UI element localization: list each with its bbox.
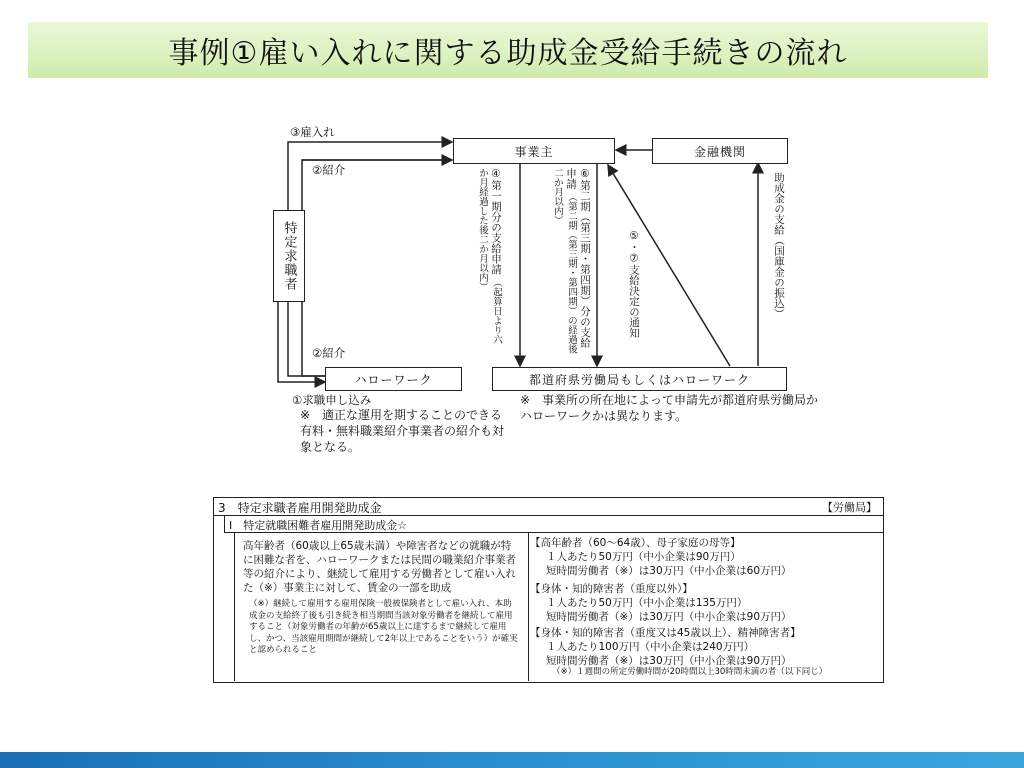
- hello-work-box: [325, 367, 462, 391]
- table-heading: 3 特定求職者雇用開発助成金: [218, 501, 382, 515]
- right-line-4: １人あたり50万円（中小企業は135万円）: [546, 597, 748, 609]
- step6-label: ⑥第二期（第三期・第四期）分の支給申請: [565, 168, 591, 348]
- right-line-9: （※）１週間の所定労働時間が20時間以上30時間未満の者（以下同じ）: [552, 667, 828, 677]
- payment-label: 助成金の支給（国庫金の振込）: [773, 172, 785, 319]
- bank-label: 金融機関: [693, 144, 746, 159]
- job-seeker-box: [273, 210, 305, 302]
- table-right-cell: [528, 533, 882, 681]
- prefecture-box: [492, 367, 787, 391]
- right-line-3: 【身体・知的障害者（重度以外）】: [530, 583, 693, 595]
- prefecture-label: 都道府県労働局もしくはハローワーク: [528, 372, 750, 387]
- table-subheading-row: [224, 516, 884, 533]
- table-left-cell: [234, 533, 529, 681]
- employer-label: 事業主: [514, 144, 554, 159]
- employer-box: [453, 138, 615, 164]
- step4-label: ④第一期分の支給申請: [490, 168, 502, 275]
- table-heading-row: [214, 498, 883, 516]
- step57-text: [627, 230, 640, 350]
- slide-title: 事例①雇い入れに関する助成金受給手続きの流れ: [168, 36, 848, 71]
- right-line-0: 【高年齢者（60～64歳）、母子家庭の母等】: [530, 537, 741, 549]
- right-line-7: １人あたり100万円（中小企業は240万円）: [546, 641, 755, 653]
- right-line-5: 短時間労働者（※）は30万円（中小企業は90万円）: [546, 611, 792, 623]
- step4-note: （起算日より六か月経過した後二か月以内）: [477, 168, 502, 345]
- hello-work-label: ハローワーク: [354, 372, 433, 387]
- step4-text: [475, 168, 503, 348]
- right-line-6: 【身体・知的障害者（重度又は45歳以上）、精神障害者】: [530, 627, 801, 639]
- note-left: ※ 適正な運用を期することのできる有料・無料職業紹介事業者の紹介も対象となる。: [300, 408, 505, 454]
- right-line-1: １人あたり50万円（中小企業は90万円）: [546, 551, 741, 563]
- subsidy-table: [213, 497, 884, 683]
- table-tag: 【労働局】: [822, 501, 877, 514]
- left-main-text: 高年齢者（60歳以上65歳未満）や障害者などの就職が特に困難な者を、ハローワークまたは民間の職業紹介事業者等の紹介により、継続して雇用する労働者として雇い入れた（※）事業主に対して、賃金の一部を助成: [243, 540, 516, 594]
- intro-bottom-label: ②紹介: [312, 346, 346, 360]
- left-note-text: （※）継続して雇用する雇用保険一般被保険者として雇い入れ、本助成金の支給終了後も引き続き相当期間当該対象労働者を継続して雇用すること（対象労働者の年齢が65歳以上に達するまで継続して雇用し、かつ、当該雇用期間が継続して2年以上であることをいう）が確実と認められること: [249, 599, 518, 655]
- right-line-8: 短時間労働者（※）は30万円（中小企業は90万円）: [546, 655, 792, 667]
- bottom-strip: [0, 752, 1024, 768]
- right-line-2: 短時間労働者（※）は30万円（中小企業は60万円）: [546, 565, 792, 577]
- step6-note: （第二期（第三期・第四期）の経過後二か月以内）: [552, 168, 577, 354]
- apply-job-label: ①求職申し込み: [292, 393, 372, 407]
- step57-label: ⑤・⑦支給決定の通知: [628, 230, 640, 338]
- step6-text: [550, 168, 591, 358]
- note-right: ※ 事業所の所在地によって申請先が都道府県労働局かハローワークかは異なります。: [520, 393, 819, 423]
- payment-text: [772, 172, 785, 332]
- hire-label: ③雇入れ: [290, 125, 335, 139]
- intro-top-label: ②紹介: [312, 163, 346, 177]
- job-seeker-label: 特定求職者: [281, 221, 297, 291]
- table-subheading: Ⅰ 特定就職困難者雇用開発助成金☆: [229, 519, 408, 532]
- bank-box: [652, 138, 788, 164]
